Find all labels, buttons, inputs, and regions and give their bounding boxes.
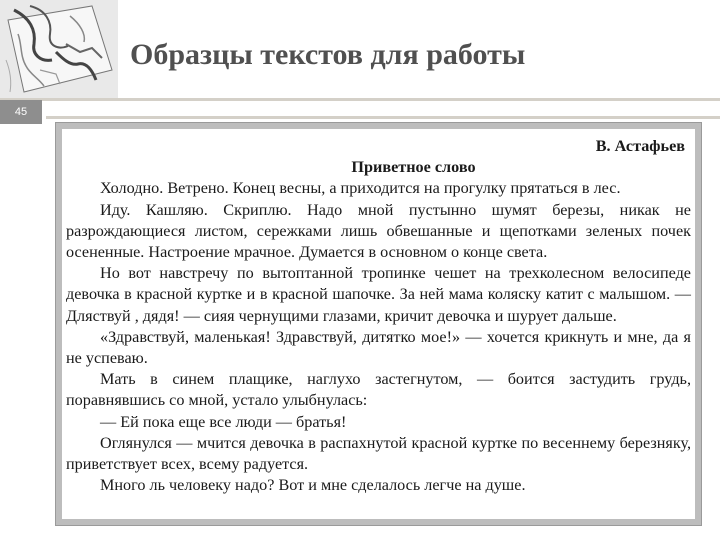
paragraph: Много ль человеку надо? Вот и мне сделалось легче на душе. xyxy=(100,476,526,495)
paragraph: Оглянулся — мчится девочка в распахнутой красной куртке по весеннему березняку, приветствует всех, всему радуется. xyxy=(66,433,691,474)
header-sketch-image xyxy=(0,0,118,98)
story-text xyxy=(66,132,691,516)
story-title: Приветное слово xyxy=(351,158,476,177)
paragraph: Иду. Кашляю. Скриплю. Надо мной пустынно шумят березы, никак не разрождающиеся листом, сережками лишь обвешанные и щепотками зеленых почек осененные. Настроение мрачное. Думается в основном о конце света. xyxy=(66,200,691,262)
text-frame xyxy=(55,122,702,526)
author-name: В. Астафьев xyxy=(595,137,685,155)
paragraph: — Ей пока еще все люди — братья! xyxy=(100,412,347,431)
paragraph: «Здравствуй, маленькая! Здравствуй, дитятко мое!» — хочется крикнуть и мне, да я не успеваю. xyxy=(66,327,691,368)
slide-number-badge: 45 xyxy=(0,100,42,124)
paragraph: Но вот навстречу по вытоптанной тропинке чешет на трехколесном велосипеде девочка в красной куртке и в красной шапочке. За ней мама коляску катит с малышом. — Дляствуй , дядя! — сияя чернущими глазами, кричит девочка и шурует дальше. xyxy=(66,264,691,325)
paragraph: Холодно. Ветрено. Конец весны, а приходится на прогулку прятаться в лес. xyxy=(100,179,621,198)
header-divider-bottom xyxy=(46,116,720,119)
paragraph: Мать в синем плащике, наглухо застегнутом, — боится застудить грудь, поравнявшись со мной, устало улыбнулась: xyxy=(66,370,691,410)
slide-title: Образцы текстов для работы xyxy=(130,38,526,71)
header-divider-top xyxy=(0,98,720,101)
drawing-hands-sketch-icon xyxy=(0,0,118,98)
